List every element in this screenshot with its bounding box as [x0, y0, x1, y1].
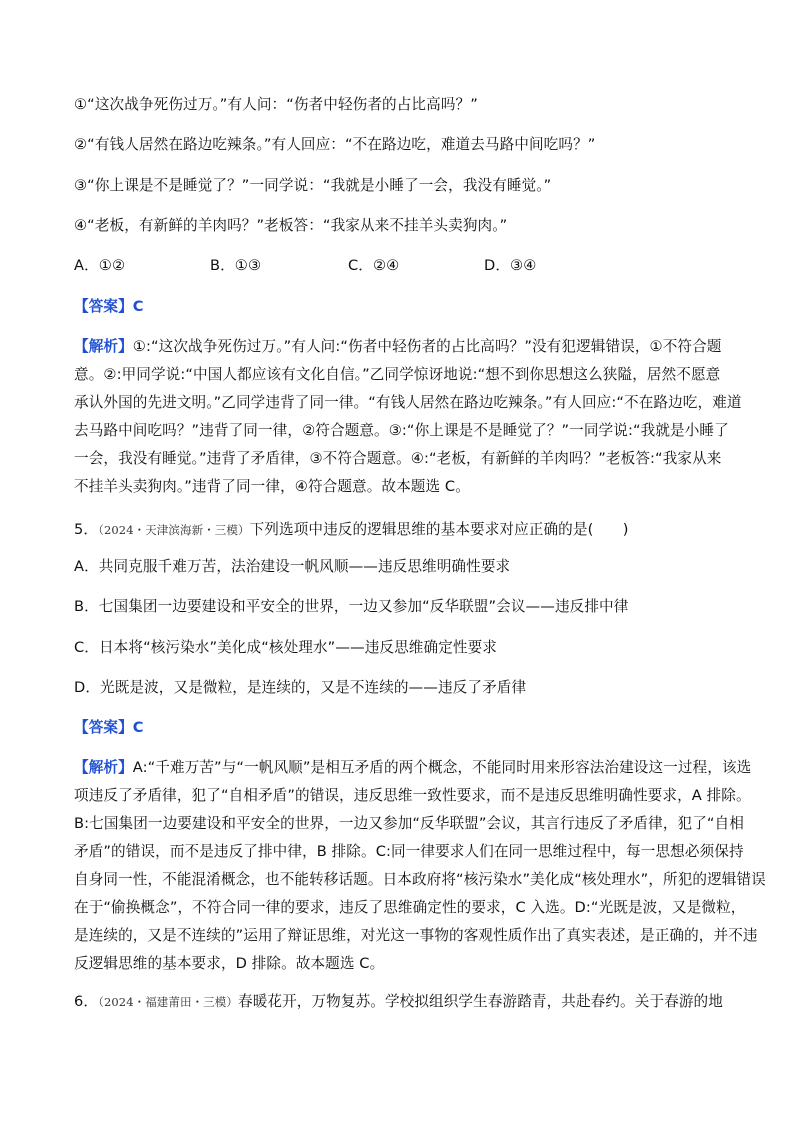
q4-analysis-line-5: 一会，我没有睡觉。”违背了矛盾律，③不符合题意。④:“老板，有新鲜的羊肉吗？”老板答:“我家从来	[74, 450, 722, 467]
q5-option-b: B．七国集团一边要建设和平安全的世界，一边又参加“反华联盟”会议——违反排中律	[74, 598, 629, 615]
q5-analysis-line-2: 项违反了矛盾律，犯了“自相矛盾”的错误，违反思维一致性要求，而不是违反思维明确性要求，A 排除。	[74, 787, 751, 804]
q4-option-d: D．③④	[484, 257, 537, 274]
q5-analysis-line-7: 是连续的，又是不连续的”运用了辩证思维，对光这一事物的客观性质作出了真实表述，是正确的，并不违	[74, 927, 758, 944]
q4-option-c: C．②④	[348, 257, 400, 274]
q4-item-4: ④“老板，有新鲜的羊肉吗？”老板答：“我家从来不挂羊头卖狗肉。”	[74, 217, 508, 234]
q4-analysis-line-3: 承认外国的先进文明。”乙同学违背了同一律。“有钱人居然在路边吃辣条。”有人回应:“不在路边吃，难道	[74, 394, 742, 411]
q5-answer	[74, 718, 144, 738]
q4-item-3: ③“你上课是不是睡觉了？”一同学说：“我就是小睡了一会，我没有睡觉。”	[74, 177, 552, 194]
q5-analysis-line-6: 在于“偷换概念”，不符合同一律的要求，违反了思维确定性的要求，C 入选。D:“光既是波，又是微粒，	[74, 899, 746, 916]
q4-analysis-text-1: ①:“这次战争死伤过万。”有人问:“伤者中轻伤者的占比高吗？”没有犯逻辑错误，①不符合题	[132, 338, 722, 355]
q6-stem	[74, 992, 723, 1012]
q4-option-b: B．①③	[210, 257, 262, 274]
q5-analysis-line-8: 反逻辑思维的基本要求，D 排除。故本题选 C。	[74, 955, 385, 972]
answer-value: C	[132, 719, 144, 736]
q4-analysis-line-6: 不挂羊头卖狗肉。”违背了同一律，④符合题意。故本题选 C。	[74, 478, 470, 495]
q5-analysis-line-5: 自身同一性，不能混淆概念，也不能转移话题。日本政府将“核污染水”美化成“核处理水”，所犯的逻辑错误	[74, 871, 766, 888]
q4-analysis-line-1	[74, 337, 722, 357]
analysis-tag: 【解析】	[74, 338, 133, 355]
analysis-tag: 【解析】	[74, 759, 133, 776]
q5-stem-text: 下列选项中违反的逻辑思维的基本要求对应正确的是( )	[249, 521, 629, 538]
q5-option-d: D．光既是波，又是微粒，是连续的，又是不连续的——违反了矛盾律	[74, 679, 527, 696]
q5-analysis-line-1	[74, 758, 751, 778]
q5-option-c: C．日本将“核污染水”美化成“核处理水”——违反思维确定性要求	[74, 639, 497, 656]
q4-item-2: ②“有钱人居然在路边吃辣条。”有人回应：“不在路边吃，难道去马路中间吃吗？”	[74, 136, 596, 153]
q5-analysis-text-1: A:“千难万苦”与“一帆风顺”是相互矛盾的两个概念，不能同时用来形容法治建设这一过程，该选	[132, 759, 752, 776]
answer-tag: 【答案】	[74, 298, 133, 315]
q5-option-a: A．共同克服千难万苦，法治建设一帆风顺——违反思维明确性要求	[74, 558, 511, 575]
q5-stem	[74, 520, 629, 540]
q4-answer	[74, 297, 144, 317]
q4-analysis-line-2: 意。②:甲同学说:“中国人都应该有文化自信。”乙同学惊讶地说:“想不到你思想这么狭隘，居然不愿意	[74, 366, 721, 383]
q4-options	[74, 256, 734, 276]
q4-item-1: ①“这次战争死伤过万。”有人问：“伤者中轻伤者的占比高吗？”	[74, 96, 478, 113]
q6-stem-text: 春暖花开，万物复苏。学校拟组织学生春游踏青，共赴春约。关于春游的地	[238, 993, 723, 1010]
q6-source: （2024・福建莆田・三模）	[98, 995, 239, 1009]
answer-tag: 【答案】	[74, 719, 133, 736]
q6-number: 6．	[74, 993, 99, 1010]
q4-analysis-line-4: 去马路中间吃吗？”违背了同一律，②符合题意。③:“你上课是不是睡觉了？”一同学说:“我就是小睡了	[74, 422, 729, 439]
q5-analysis-line-4: 矛盾”的错误，而不是违反了排中律，B 排除。C:同一律要求人们在同一思维过程中，每一思想必须保持	[74, 843, 744, 860]
q5-number: 5．	[74, 521, 99, 538]
answer-value: C	[132, 298, 144, 315]
q5-analysis-line-3: B:七国集团一边要建设和平安全的世界，一边又参加“反华联盟”会议，其言行违反了矛盾律，犯了“自相	[74, 815, 744, 832]
q5-source: （2024・天津滨海新・三模）	[98, 523, 250, 537]
q4-option-a: A．①②	[74, 257, 126, 274]
